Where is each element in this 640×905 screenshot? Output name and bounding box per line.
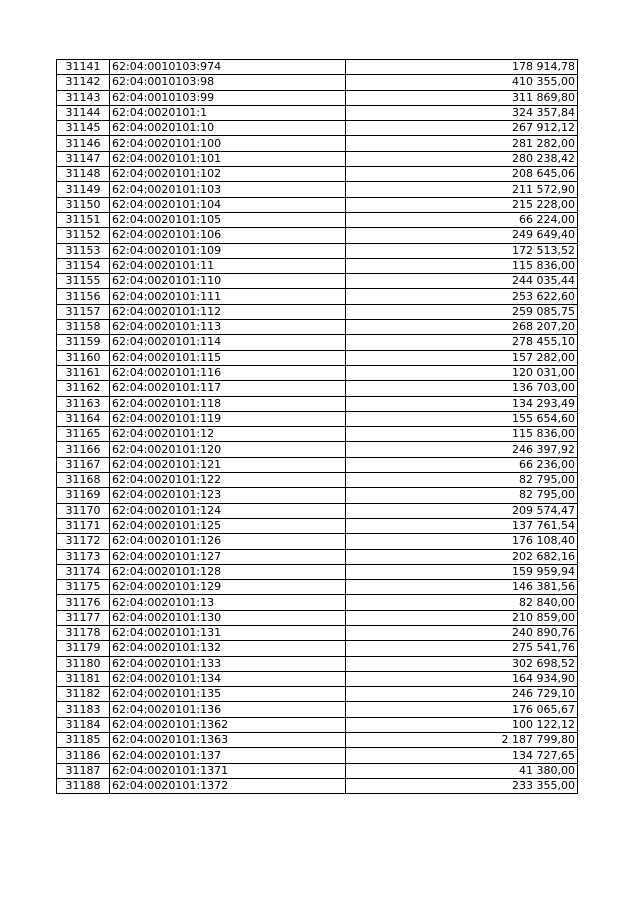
row-number-cell: 31187 bbox=[57, 763, 110, 778]
cadastral-value-cell: 2 187 799,80 bbox=[346, 733, 578, 748]
cadastral-number-cell: 62:04:0020101:12 bbox=[110, 427, 346, 442]
cadastral-number-cell: 62:04:0020101:124 bbox=[110, 503, 346, 518]
cadastral-number-cell: 62:04:0010103:99 bbox=[110, 90, 346, 105]
row-number-cell: 31174 bbox=[57, 564, 110, 579]
cadastral-value-cell: 66 236,00 bbox=[346, 457, 578, 472]
cadastral-value-cell: 280 238,42 bbox=[346, 151, 578, 166]
row-number-cell: 31171 bbox=[57, 518, 110, 533]
table-row bbox=[57, 274, 578, 289]
cadastral-number-cell: 62:04:0020101:119 bbox=[110, 411, 346, 426]
table-row bbox=[57, 625, 578, 640]
cadastral-value-cell: 233 355,00 bbox=[346, 778, 578, 793]
cadastral-value-cell: 410 355,00 bbox=[346, 75, 578, 90]
cadastral-value-cell: 268 207,20 bbox=[346, 320, 578, 335]
row-number-cell: 31164 bbox=[57, 411, 110, 426]
row-number-cell: 31146 bbox=[57, 136, 110, 151]
cadastral-value-cell: 134 293,49 bbox=[346, 396, 578, 411]
table-row bbox=[57, 564, 578, 579]
cadastral-number-cell: 62:04:0020101:127 bbox=[110, 549, 346, 564]
cadastral-value-cell: 82 840,00 bbox=[346, 595, 578, 610]
row-number-cell: 31145 bbox=[57, 121, 110, 136]
table-row bbox=[57, 488, 578, 503]
cadastral-number-cell: 62:04:0020101:10 bbox=[110, 121, 346, 136]
row-number-cell: 31141 bbox=[57, 60, 110, 75]
cadastral-number-cell: 62:04:0020101:129 bbox=[110, 580, 346, 595]
row-number-cell: 31155 bbox=[57, 274, 110, 289]
table-row bbox=[57, 75, 578, 90]
cadastral-number-cell: 62:04:0020101:134 bbox=[110, 671, 346, 686]
row-number-cell: 31176 bbox=[57, 595, 110, 610]
cadastral-number-cell: 62:04:0020101:121 bbox=[110, 457, 346, 472]
row-number-cell: 31170 bbox=[57, 503, 110, 518]
table-row bbox=[57, 595, 578, 610]
cadastral-number-cell: 62:04:0020101:110 bbox=[110, 274, 346, 289]
table-row bbox=[57, 610, 578, 625]
cadastral-number-cell: 62:04:0020101:120 bbox=[110, 442, 346, 457]
row-number-cell: 31180 bbox=[57, 656, 110, 671]
cadastral-value-cell: 176 108,40 bbox=[346, 534, 578, 549]
table-row bbox=[57, 90, 578, 105]
cadastral-value-cell: 82 795,00 bbox=[346, 488, 578, 503]
cadastral-number-cell: 62:04:0020101:101 bbox=[110, 151, 346, 166]
row-number-cell: 31165 bbox=[57, 427, 110, 442]
table-row bbox=[57, 136, 578, 151]
table-row bbox=[57, 411, 578, 426]
cadastral-number-cell: 62:04:0020101:133 bbox=[110, 656, 346, 671]
cadastral-number-cell: 62:04:0020101:114 bbox=[110, 335, 346, 350]
table-row bbox=[57, 350, 578, 365]
cadastral-number-cell: 62:04:0020101:125 bbox=[110, 518, 346, 533]
cadastral-number-cell: 62:04:0020101:128 bbox=[110, 564, 346, 579]
table-row bbox=[57, 396, 578, 411]
row-number-cell: 31160 bbox=[57, 350, 110, 365]
table-row bbox=[57, 289, 578, 304]
table-row bbox=[57, 151, 578, 166]
row-number-cell: 31161 bbox=[57, 365, 110, 380]
cadastral-value-cell: 246 729,10 bbox=[346, 687, 578, 702]
cadastral-value-cell: 146 381,56 bbox=[346, 580, 578, 595]
cadastral-number-cell: 62:04:0020101:1362 bbox=[110, 717, 346, 732]
table-row bbox=[57, 656, 578, 671]
cadastral-value-cell: 210 859,00 bbox=[346, 610, 578, 625]
cadastral-number-cell: 62:04:0020101:126 bbox=[110, 534, 346, 549]
cadastral-number-cell: 62:04:0020101:117 bbox=[110, 381, 346, 396]
cadastral-value-cell: 324 357,84 bbox=[346, 105, 578, 120]
cadastral-number-cell: 62:04:0020101:105 bbox=[110, 212, 346, 227]
cadastral-value-cell: 275 541,76 bbox=[346, 641, 578, 656]
table-row bbox=[57, 182, 578, 197]
row-number-cell: 31147 bbox=[57, 151, 110, 166]
row-number-cell: 31173 bbox=[57, 549, 110, 564]
cadastral-value-cell: 100 122,12 bbox=[346, 717, 578, 732]
cadastral-number-cell: 62:04:0020101:132 bbox=[110, 641, 346, 656]
cadastral-value-cell: 176 065,67 bbox=[346, 702, 578, 717]
table-row bbox=[57, 580, 578, 595]
cadastral-number-cell: 62:04:0020101:135 bbox=[110, 687, 346, 702]
cadastral-value-cell: 115 836,00 bbox=[346, 427, 578, 442]
row-number-cell: 31163 bbox=[57, 396, 110, 411]
cadastral-value-cell: 267 912,12 bbox=[346, 121, 578, 136]
cadastral-value-cell: 259 085,75 bbox=[346, 304, 578, 319]
row-number-cell: 31149 bbox=[57, 182, 110, 197]
row-number-cell: 31178 bbox=[57, 625, 110, 640]
table-row bbox=[57, 457, 578, 472]
cadastral-number-cell: 62:04:0020101:111 bbox=[110, 289, 346, 304]
table-row bbox=[57, 549, 578, 564]
cadastral-value-cell: 157 282,00 bbox=[346, 350, 578, 365]
row-number-cell: 31179 bbox=[57, 641, 110, 656]
cadastral-value-cell: 66 224,00 bbox=[346, 212, 578, 227]
table-row bbox=[57, 641, 578, 656]
table-row bbox=[57, 167, 578, 182]
cadastral-value-cell: 164 934,90 bbox=[346, 671, 578, 686]
table-row bbox=[57, 381, 578, 396]
table-row bbox=[57, 304, 578, 319]
cadastral-value-cell: 134 727,65 bbox=[346, 748, 578, 763]
row-number-cell: 31169 bbox=[57, 488, 110, 503]
table-row bbox=[57, 365, 578, 380]
cadastral-value-cell: 211 572,90 bbox=[346, 182, 578, 197]
row-number-cell: 31167 bbox=[57, 457, 110, 472]
row-number-cell: 31144 bbox=[57, 105, 110, 120]
row-number-cell: 31152 bbox=[57, 228, 110, 243]
table-row bbox=[57, 427, 578, 442]
row-number-cell: 31177 bbox=[57, 610, 110, 625]
cadastral-value-cell: 159 959,94 bbox=[346, 564, 578, 579]
cadastral-value-cell: 240 890,76 bbox=[346, 625, 578, 640]
cadastral-number-cell: 62:04:0020101:116 bbox=[110, 365, 346, 380]
table-row bbox=[57, 228, 578, 243]
row-number-cell: 31143 bbox=[57, 90, 110, 105]
cadastral-number-cell: 62:04:0020101:131 bbox=[110, 625, 346, 640]
cadastral-number-cell: 62:04:0020101:104 bbox=[110, 197, 346, 212]
cadastral-number-cell: 62:04:0020101:137 bbox=[110, 748, 346, 763]
cadastral-value-cell: 208 645,06 bbox=[346, 167, 578, 182]
cadastral-number-cell: 62:04:0010103:98 bbox=[110, 75, 346, 90]
cadastral-value-cell: 41 380,00 bbox=[346, 763, 578, 778]
cadastral-number-cell: 62:04:0020101:1372 bbox=[110, 778, 346, 793]
table-row bbox=[57, 258, 578, 273]
row-number-cell: 31156 bbox=[57, 289, 110, 304]
cadastral-number-cell: 62:04:0020101:118 bbox=[110, 396, 346, 411]
cadastral-value-cell: 82 795,00 bbox=[346, 473, 578, 488]
table-row bbox=[57, 702, 578, 717]
cadastral-number-cell: 62:04:0020101:11 bbox=[110, 258, 346, 273]
cadastral-number-cell: 62:04:0020101:102 bbox=[110, 167, 346, 182]
cadastral-number-cell: 62:04:0010103:974 bbox=[110, 60, 346, 75]
table-row bbox=[57, 534, 578, 549]
cadastral-value-cell: 253 622,60 bbox=[346, 289, 578, 304]
row-number-cell: 31172 bbox=[57, 534, 110, 549]
row-number-cell: 31162 bbox=[57, 381, 110, 396]
cadastral-number-cell: 62:04:0020101:100 bbox=[110, 136, 346, 151]
table-row bbox=[57, 105, 578, 120]
cadastral-value-cell: 302 698,52 bbox=[346, 656, 578, 671]
table-row bbox=[57, 197, 578, 212]
table-row bbox=[57, 320, 578, 335]
cadastral-number-cell: 62:04:0020101:136 bbox=[110, 702, 346, 717]
table-row bbox=[57, 763, 578, 778]
row-number-cell: 31182 bbox=[57, 687, 110, 702]
row-number-cell: 31183 bbox=[57, 702, 110, 717]
row-number-cell: 31186 bbox=[57, 748, 110, 763]
row-number-cell: 31158 bbox=[57, 320, 110, 335]
cadastral-number-cell: 62:04:0020101:112 bbox=[110, 304, 346, 319]
cadastral-value-cell: 136 703,00 bbox=[346, 381, 578, 396]
cadastral-number-cell: 62:04:0020101:1363 bbox=[110, 733, 346, 748]
cadastral-value-cell: 137 761,54 bbox=[346, 518, 578, 533]
table-row bbox=[57, 503, 578, 518]
cadastral-value-table bbox=[56, 59, 578, 794]
cadastral-number-cell: 62:04:0020101:115 bbox=[110, 350, 346, 365]
cadastral-number-cell: 62:04:0020101:122 bbox=[110, 473, 346, 488]
row-number-cell: 31168 bbox=[57, 473, 110, 488]
row-number-cell: 31166 bbox=[57, 442, 110, 457]
table-row bbox=[57, 335, 578, 350]
cadastral-number-cell: 62:04:0020101:13 bbox=[110, 595, 346, 610]
table-row bbox=[57, 518, 578, 533]
cadastral-value-cell: 281 282,00 bbox=[346, 136, 578, 151]
cadastral-number-cell: 62:04:0020101:106 bbox=[110, 228, 346, 243]
cadastral-value-cell: 209 574,47 bbox=[346, 503, 578, 518]
table-row bbox=[57, 473, 578, 488]
row-number-cell: 31181 bbox=[57, 671, 110, 686]
table-row bbox=[57, 733, 578, 748]
cadastral-number-cell: 62:04:0020101:130 bbox=[110, 610, 346, 625]
cadastral-value-cell: 215 228,00 bbox=[346, 197, 578, 212]
cadastral-value-cell: 202 682,16 bbox=[346, 549, 578, 564]
cadastral-number-cell: 62:04:0020101:113 bbox=[110, 320, 346, 335]
cadastral-value-cell: 120 031,00 bbox=[346, 365, 578, 380]
cadastral-value-cell: 155 654,60 bbox=[346, 411, 578, 426]
cadastral-number-cell: 62:04:0020101:109 bbox=[110, 243, 346, 258]
cadastral-value-cell: 115 836,00 bbox=[346, 258, 578, 273]
cadastral-value-cell: 311 869,80 bbox=[346, 90, 578, 105]
cadastral-value-cell: 172 513,52 bbox=[346, 243, 578, 258]
table-row bbox=[57, 60, 578, 75]
table-row bbox=[57, 687, 578, 702]
cadastral-number-cell: 62:04:0020101:1 bbox=[110, 105, 346, 120]
cadastral-value-cell: 278 455,10 bbox=[346, 335, 578, 350]
cadastral-value-cell: 246 397,92 bbox=[346, 442, 578, 457]
cadastral-number-cell: 62:04:0020101:123 bbox=[110, 488, 346, 503]
row-number-cell: 31159 bbox=[57, 335, 110, 350]
table-row bbox=[57, 243, 578, 258]
row-number-cell: 31153 bbox=[57, 243, 110, 258]
row-number-cell: 31142 bbox=[57, 75, 110, 90]
row-number-cell: 31175 bbox=[57, 580, 110, 595]
table-row bbox=[57, 212, 578, 227]
table-row bbox=[57, 778, 578, 793]
row-number-cell: 31184 bbox=[57, 717, 110, 732]
row-number-cell: 31185 bbox=[57, 733, 110, 748]
cadastral-value-cell: 249 649,40 bbox=[346, 228, 578, 243]
table-row bbox=[57, 671, 578, 686]
table-body bbox=[57, 60, 578, 794]
row-number-cell: 31151 bbox=[57, 212, 110, 227]
cadastral-number-cell: 62:04:0020101:1371 bbox=[110, 763, 346, 778]
cadastral-value-cell: 244 035,44 bbox=[346, 274, 578, 289]
row-number-cell: 31148 bbox=[57, 167, 110, 182]
table-row bbox=[57, 717, 578, 732]
table-row bbox=[57, 748, 578, 763]
row-number-cell: 31157 bbox=[57, 304, 110, 319]
row-number-cell: 31150 bbox=[57, 197, 110, 212]
row-number-cell: 31154 bbox=[57, 258, 110, 273]
table-row bbox=[57, 442, 578, 457]
row-number-cell: 31188 bbox=[57, 778, 110, 793]
cadastral-number-cell: 62:04:0020101:103 bbox=[110, 182, 346, 197]
table-row bbox=[57, 121, 578, 136]
cadastral-value-cell: 178 914,78 bbox=[346, 60, 578, 75]
